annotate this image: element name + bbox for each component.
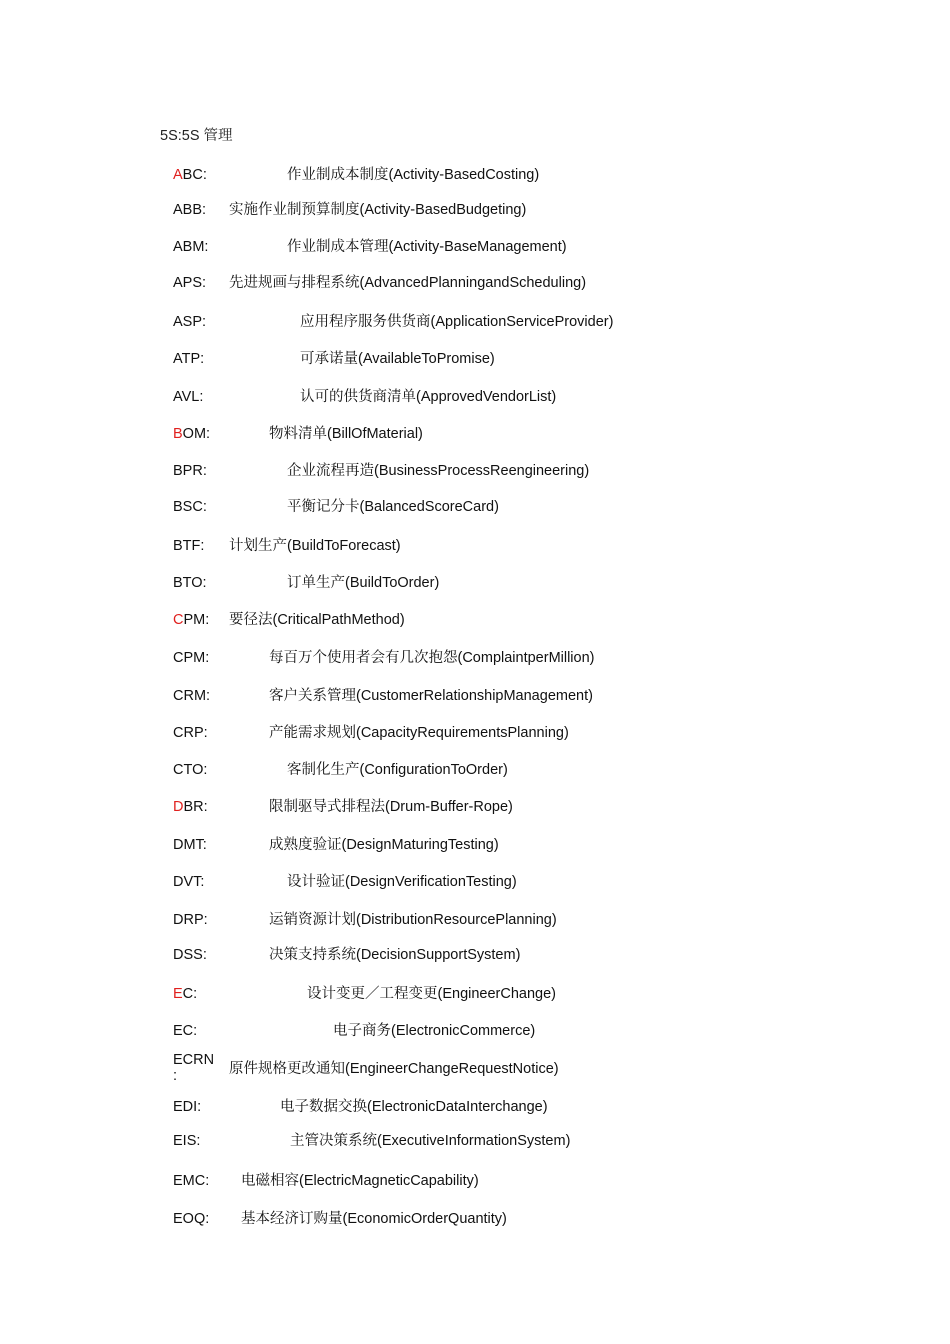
entry-definition: 平衡记分卡(BalancedScoreCard) [287, 499, 499, 515]
entry-definition: 可承诺量(AvailableToPromise) [300, 351, 495, 367]
entry-abbreviation [173, 350, 204, 368]
glossary-entry [0, 1098, 950, 1120]
glossary-entry [0, 1172, 950, 1194]
entry-abbreviation [173, 1022, 197, 1040]
entry-abbreviation [173, 274, 206, 292]
entry-abbreviation-text: BTF: [173, 538, 205, 554]
entry-definition: 企业流程再造(BusinessProcessReengineering) [287, 463, 590, 479]
entry-definition: 基本经济订购量(EconomicOrderQuantity) [241, 1211, 507, 1227]
glossary-entry [0, 462, 950, 484]
entry-initial-letter: E [173, 986, 183, 1002]
entry-abbreviation [173, 201, 206, 219]
entry-abbreviation-text: EMC: [173, 1173, 210, 1189]
entry-abbreviation [173, 1098, 201, 1116]
entry-abbreviation [173, 687, 210, 705]
entry-abbreviation-text: DRP: [173, 912, 208, 928]
entry-abbreviation-text: BC: [182, 167, 207, 183]
entry-definition: 应用程序服务供货商(ApplicationServiceProvider) [300, 314, 614, 330]
entry-abbreviation-text: ABB: [173, 202, 207, 218]
entry-definition: 电磁相容(ElectricMagneticCapability) [241, 1173, 479, 1189]
glossary-entry [0, 313, 950, 335]
entry-abbreviation [173, 611, 209, 629]
entry-abbreviation-text: ABM: [173, 239, 209, 255]
glossary-entry [0, 498, 950, 520]
entry-definition: 电子数据交换(ElectronicDataInterchange) [280, 1099, 548, 1115]
glossary-entry [0, 873, 950, 895]
glossary-entry [0, 388, 950, 410]
entry-abbreviation-text: C: [182, 986, 198, 1002]
entry-abbreviation [173, 537, 204, 555]
glossary-entry [0, 946, 950, 968]
entry-abbreviation-text: ASP: [173, 314, 207, 330]
entry-abbreviation [173, 574, 207, 592]
entry-definition: 产能需求规划(CapacityRequirementsPlanning) [269, 725, 569, 741]
entry-abbreviation-text: BTO: [173, 575, 207, 591]
glossary-entry [0, 350, 950, 372]
entry-abbreviation [173, 498, 207, 516]
glossary-entry [0, 687, 950, 709]
glossary-entry [0, 537, 950, 559]
entry-abbreviation-text: APS: [173, 275, 207, 291]
entry-initial-letter: C [173, 612, 184, 628]
entry-abbreviation-text: DSS: [173, 947, 207, 963]
entry-initial-letter: D [173, 799, 184, 815]
glossary-entry [0, 201, 950, 223]
entry-definition: 实施作业制预算制度(Activity-BasedBudgeting) [229, 202, 527, 218]
glossary-entry [0, 274, 950, 296]
entry-definition: 订单生产(BuildToOrder) [287, 575, 440, 591]
entry-definition: 要径法(CriticalPathMethod) [229, 612, 405, 628]
glossary-entry [0, 238, 950, 260]
entry-definition: 电子商务(ElectronicCommerce) [333, 1023, 536, 1039]
glossary-entry [0, 798, 950, 820]
entry-abbreviation-colon: : [173, 1068, 178, 1084]
glossary-entry [0, 425, 950, 447]
entry-abbreviation [173, 724, 208, 742]
entry-abbreviation [173, 462, 207, 480]
entry-abbreviation-text: BR: [183, 799, 208, 815]
entry-abbreviation [173, 649, 209, 667]
entry-definition: 限制驱导式排程法(Drum-Buffer-Rope) [269, 799, 513, 815]
entry-abbreviation-text: OM: [182, 426, 211, 442]
entry-abbreviation-text: EOQ: [173, 1211, 210, 1227]
glossary-entry [0, 574, 950, 596]
glossary-entry [0, 1132, 950, 1154]
entry-definition: 先进规画与排程系统(AdvancedPlanningandScheduling) [229, 275, 587, 291]
glossary-entry [0, 649, 950, 671]
entry-abbreviation [173, 1172, 209, 1190]
page-heading: 5S:5S 管理 [160, 128, 233, 144]
entry-abbreviation [173, 388, 203, 406]
glossary-entry [0, 1210, 950, 1232]
entry-abbreviation [173, 911, 208, 929]
entry-abbreviation [173, 873, 204, 891]
entry-definition: 每百万个使用者会有几次抱怨(ComplaintperMillion) [269, 650, 595, 666]
entry-abbreviation [173, 425, 210, 443]
entry-abbreviation [173, 946, 207, 964]
entry-abbreviation-text: ATP: [173, 351, 205, 367]
entry-abbreviation [173, 313, 206, 331]
entry-abbreviation-text: EIS: [173, 1133, 201, 1149]
entry-definition: 成熟度验证(DesignMaturingTesting) [269, 837, 499, 853]
entry-definition: 物料清单(BillOfMaterial) [269, 426, 423, 442]
glossary-entry [0, 761, 950, 783]
glossary-entry [0, 166, 950, 188]
glossary-entry [0, 985, 950, 1007]
entry-definition: 客户关系管理(CustomerRelationshipManagement) [269, 688, 593, 704]
glossary-entry [0, 1052, 950, 1084]
entry-abbreviation [173, 1052, 214, 1084]
glossary-entry [0, 911, 950, 933]
entry-definition: 认可的供货商清单(ApprovedVendorList) [300, 389, 557, 405]
entry-definition: 设计验证(DesignVerificationTesting) [287, 874, 517, 890]
entry-abbreviation-text: CTO: [173, 762, 208, 778]
entry-abbreviation-text: BSC: [173, 499, 207, 515]
entry-abbreviation-text: CPM: [173, 650, 210, 666]
entry-abbreviation [173, 166, 207, 184]
entry-abbreviation-text: EDI: [173, 1099, 202, 1115]
entry-abbreviation [173, 985, 197, 1003]
entry-definition: 作业制成本制度(Activity-BasedCosting) [287, 167, 540, 183]
entry-definition: 作业制成本管理(Activity-BaseManagement) [287, 239, 567, 255]
entry-abbreviation [173, 761, 207, 779]
entry-abbreviation-text: DVT: [173, 874, 205, 890]
glossary-entry [0, 724, 950, 746]
glossary-entry [0, 1022, 950, 1044]
entry-definition: 原件规格更改通知(EngineerChangeRequestNotice) [229, 1061, 559, 1077]
entry-abbreviation-text: PM: [183, 612, 210, 628]
entry-abbreviation-text: DMT: [173, 837, 207, 853]
entry-abbreviation-text: CRM: [173, 688, 211, 704]
entry-definition: 主管决策系统(ExecutiveInformationSystem) [290, 1133, 571, 1149]
glossary-entry [0, 611, 950, 633]
entry-abbreviation-text: ECRN [173, 1052, 215, 1068]
entry-abbreviation-text: AVL: [173, 389, 204, 405]
entry-abbreviation-text: CRP: [173, 725, 208, 741]
entry-abbreviation [173, 1132, 200, 1150]
entry-definition: 运销资源计划(DistributionResourcePlanning) [269, 912, 557, 928]
entry-initial-letter: A [173, 167, 183, 183]
glossary-entry [0, 836, 950, 858]
entry-abbreviation [173, 836, 207, 854]
entry-definition: 设计变更／工程变更(EngineerChange) [307, 986, 556, 1002]
entry-abbreviation [173, 238, 208, 256]
entry-abbreviation-text: EC: [173, 1023, 198, 1039]
entry-abbreviation [173, 1210, 209, 1228]
entry-definition: 客制化生产(ConfigurationToOrder) [287, 762, 508, 778]
entry-definition: 计划生产(BuildToForecast) [229, 538, 401, 554]
entry-initial-letter: B [173, 426, 183, 442]
entry-abbreviation-text: BPR: [173, 463, 207, 479]
entry-definition: 决策支持系统(DecisionSupportSystem) [269, 947, 521, 963]
entry-abbreviation [173, 798, 208, 816]
